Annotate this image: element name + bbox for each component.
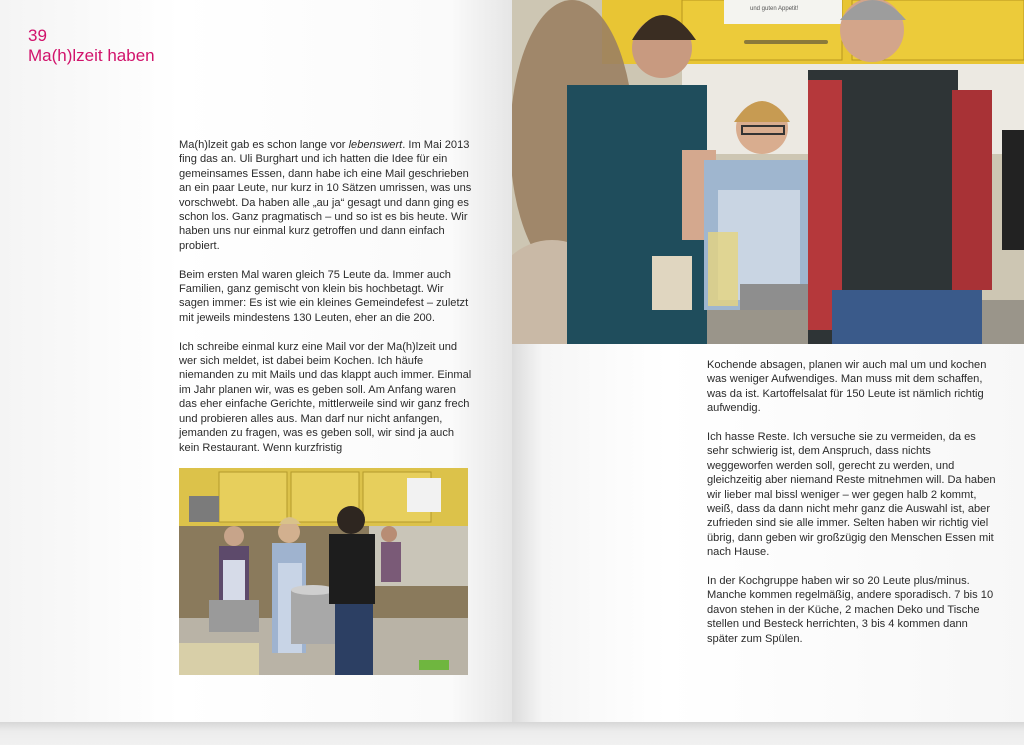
paragraph: Ich hasse Reste. Ich versuche sie zu vermeiden, da es sehr schwierig ist, dem Anspruch, dass nichts weggeworfen werden soll, gerecht zu werden, und gleichzeitig aber niemand Reste mitnehmen will. Da haben wir lieber mal bissl weniger – wer gegen halb 2 kommt, weiß, dass da dann nicht mehr ganz die Auswahl ist, aber zufrieden sind sie alle immer. Selten haben wir richtig viel übrig, dann geben wir großzügig den Menschen Essen mit nach Hause. bbox=[707, 431, 996, 559]
paragraph-text: . Im Mai 2013 fing das an. Uli Burghart und ich hatten die Idee für ein gemeinsames Essen, dann habe ich eine Mail geschrieben an ein paar Leute, nur kurz in 10 Sätzen umrissen, was uns vorschwebt. Da haben alle „au ja“ gesagt und dann ging es schon los. Ganz pragmatisch – und so ist es bis heute. Wir haben uns nur einmal kurz getroffen und dann einfach probiert. bbox=[179, 139, 472, 252]
left-page bbox=[0, 0, 512, 722]
right-text-column bbox=[707, 358, 997, 660]
kitchen-scene-illustration bbox=[179, 468, 468, 675]
left-text-column bbox=[179, 138, 475, 469]
page-number: 39 bbox=[28, 26, 47, 45]
paragraph bbox=[179, 138, 475, 253]
paragraph-text: Ma(h)lzeit gab es schon lange vor bbox=[179, 139, 349, 151]
paragraph: Kochende absagen, planen wir auch mal um und kochen was weniger Aufwendiges. Man muss mit dem schaffen, was da ist. Kartoffelsalat für 150 Leute ist nämlich richtig aufwendig. bbox=[707, 359, 987, 415]
photo-sign-text: und guten Appetit! bbox=[750, 6, 799, 12]
right-page bbox=[512, 0, 1024, 722]
paragraph: In der Kochgruppe haben wir so 20 Leute plus/minus. Manche kommen regelmäßig, andere sporadisch. 7 bis 10 davon stehen in der Küche, 2 machen Deko und Tische stellen und Besteck herrichten, 3 bis 4 kommen dann später zum Spülen. bbox=[707, 575, 994, 645]
kitchen-photo-large bbox=[512, 0, 1024, 344]
emphasis-text: lebenswert bbox=[348, 139, 403, 151]
page-shadow bbox=[0, 722, 1024, 745]
chapter-title: Ma(h)lzeit haben bbox=[28, 46, 155, 65]
paragraph: Ich schreibe einmal kurz eine Mail vor der Ma(h)lzeit und wer sich meldet, ist dabei beim Kochen. Ich häufe niemanden zu mit Mails und das klappt auch immer. Einmal im Jahr planen wir, was es geben soll. Am Anfang waren das eher einfache Gerichte, mittlerweile sind wir ganz frech und probieren alles aus. Man darf nur nicht anfangen, jemanden zu fragen, was es geben soll, wir sind ja auch kein Restaurant. Wenn kurzfristig bbox=[179, 340, 472, 454]
kitchen-photo-small bbox=[179, 468, 468, 675]
paragraph: Beim ersten Mal waren gleich 75 Leute da. Immer auch Familien, ganz gemischt von klein bis hochbetagt. Wir sagen immer: Es ist wie ein kleines Gemeindefest – zuletzt mit jeweils mindestens 130 Leuten, eher an die 200. bbox=[179, 268, 469, 324]
kitchen-scene-illustration bbox=[512, 0, 1024, 344]
